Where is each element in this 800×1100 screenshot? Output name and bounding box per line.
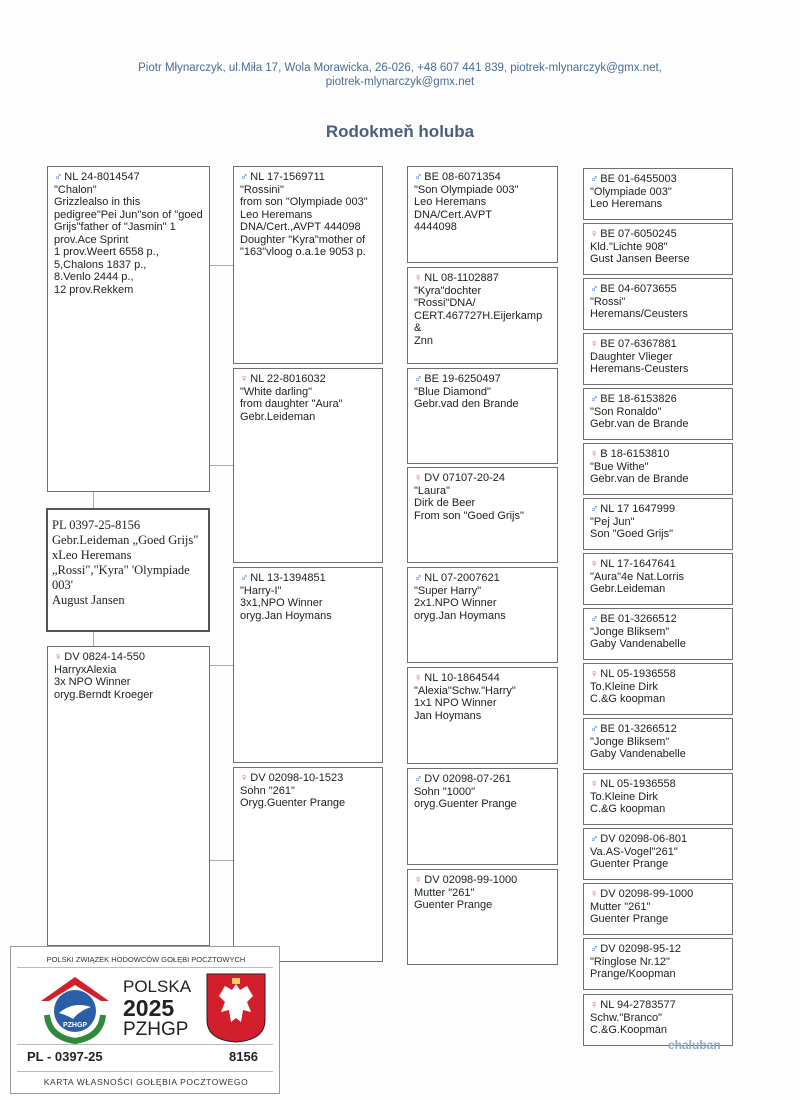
gen3-box — [407, 368, 558, 464]
male-icon: ♂ — [414, 572, 423, 584]
pigeon-ring: DV 02098-95-12 — [600, 943, 681, 955]
male-icon: ♂ — [590, 943, 599, 955]
female-icon: ♀ — [54, 651, 63, 663]
divider — [17, 1071, 273, 1072]
dam-ring: DV 0824-14-550 — [64, 651, 145, 663]
pigeon-details: "Rossini" from son "Olympiade 003" Leo Heremans DNA/Cert.,AVPT 444098 Doughter "Kyra"mother of "163"vloog o.a.1e 9053 p. — [240, 183, 368, 258]
female-icon: ♀ — [590, 558, 599, 570]
gen4-box — [583, 278, 733, 330]
pigeon-details: Daughter Vlieger Heremans-Ceusters — [590, 350, 689, 375]
male-icon: ♂ — [240, 171, 249, 183]
connector — [210, 265, 233, 266]
pigeon-ring: BE 08-6071354 — [424, 171, 501, 183]
header-contact-line: Piotr Młynarczyk, ul.Miła 17, Wola Morawicka, 26-026, +48 607 441 839, piotrek-mlynarczyk@gmx.net, — [138, 62, 662, 74]
pigeon-ring: B 18-6153810 — [600, 448, 670, 460]
pigeon-details: Mutter "261" Guenter Prange — [590, 900, 669, 925]
gen3-box — [407, 869, 558, 965]
male-icon: ♂ — [590, 173, 599, 185]
gen4-box — [583, 773, 733, 825]
pigeon-details: "Ringlose Nr.12" Prange/Koopman — [590, 955, 676, 980]
pigeon-ring: DV 07107-20-24 — [424, 472, 505, 484]
male-icon: ♂ — [590, 503, 599, 515]
gen3-box — [407, 467, 558, 563]
male-icon: ♂ — [54, 171, 63, 183]
pigeon-ring: NL 13-1394851 — [250, 572, 326, 584]
pigeon-details: Kld."Lichte 908" Gust Jansen Beerse — [590, 240, 690, 265]
female-icon: ♀ — [240, 772, 249, 784]
pigeon-details: Va.AS-Vogel"261" Guenter Prange — [590, 845, 678, 870]
gen4-box — [583, 333, 733, 385]
male-icon: ♂ — [590, 833, 599, 845]
female-icon: ♀ — [590, 888, 599, 900]
pigeon-details: "Jonge Bliksem" Gaby Vandenabelle — [590, 735, 686, 760]
logo-lettering: PZHGP — [62, 1022, 88, 1029]
connector — [210, 665, 233, 666]
pigeon-details: "Laura" Dirk de Beer From son "Goed Grijs" — [414, 484, 524, 522]
male-icon: ♂ — [590, 393, 599, 405]
gen4-box — [583, 388, 733, 440]
gen4-box — [583, 553, 733, 605]
pigeon-details: "Kyra"dochter "Rossi"DNA/ CERT.467727H.Eijerkamp & Znn — [414, 284, 543, 347]
pigeon-details: "Pej Jun" Son "Goed Grijs" — [590, 515, 674, 540]
pigeon-details: "Alexia"Schw."Harry" 1x1 NPO Winner Jan Hoymans — [414, 684, 516, 722]
male-icon: ♂ — [414, 373, 423, 385]
pigeon-details: Schw."Branco" C.&G.Koopman — [590, 1011, 668, 1036]
gen3-box — [407, 267, 558, 364]
male-icon: ♂ — [590, 723, 599, 735]
female-icon: ♀ — [414, 672, 423, 684]
gen3-box — [407, 667, 558, 764]
subject-breeder: August Jansen — [52, 593, 125, 607]
gen2-box — [233, 368, 383, 563]
pigeon-ring: NL 22-8016032 — [250, 373, 326, 385]
pigeon-details: "Son Ronaldo" Gebr.van de Brande — [590, 405, 689, 430]
pigeon-ring: DV 02098-07-261 — [424, 773, 512, 785]
pigeon-details: "Son Olympiade 003" Leo Heremans DNA/Cert.AVPT 4444098 — [414, 183, 519, 233]
polish-eagle-emblem-icon — [205, 972, 267, 1044]
dam-details: HarryxAlexia 3x NPO Winner oryg.Berndt Kroeger — [54, 663, 154, 701]
pigeon-ring: NL 05-1936558 — [600, 668, 676, 680]
gen4-box — [583, 498, 733, 550]
female-icon: ♀ — [590, 778, 599, 790]
pigeon-ring: NL 17-1569711 — [250, 171, 325, 183]
pigeon-details: To.Kleine Dirk C.&G koopman — [590, 790, 666, 815]
header-email-line: piotrek-mlynarczyk@gmx.net — [325, 76, 475, 88]
card-org: PZHGP — [123, 1019, 189, 1040]
female-icon: ♀ — [240, 373, 249, 385]
gen3-box — [407, 567, 558, 663]
divider — [17, 967, 273, 968]
male-icon: ♂ — [590, 283, 599, 295]
connector — [210, 465, 233, 466]
connector — [210, 860, 233, 861]
pigeon-ring: DV 02098-99-1000 — [424, 874, 518, 886]
pigeon-details: "Bue Withe" Gebr.van de Brande — [590, 460, 689, 485]
divider — [17, 1044, 273, 1045]
pigeon-ring: DV 02098-10-1523 — [250, 772, 344, 784]
pigeon-ring: NL 94-2783577 — [600, 999, 676, 1011]
pzhgp-logo-icon — [33, 971, 117, 1047]
dam-box — [47, 646, 210, 946]
pigeon-ring: NL 10-1864544 — [424, 672, 500, 684]
watermark-text: ehaluban — [668, 1038, 721, 1052]
female-icon: ♀ — [590, 228, 599, 240]
pigeon-details: "Olympiade 003" Leo Heremans — [590, 185, 672, 210]
pigeon-details: "Harry-I" 3x1,NPO Winner oryg.Jan Hoymans — [240, 584, 332, 622]
gen2-box — [233, 767, 383, 962]
pigeon-ring: DV 02098-06-801 — [600, 833, 688, 845]
pigeon-ring: NL 08-1102887 — [424, 272, 499, 284]
female-icon: ♀ — [590, 338, 599, 350]
gen3-box — [407, 768, 558, 865]
pigeon-ring: BE 07-6050245 — [600, 228, 677, 240]
pigeon-ring: DV 02098-99-1000 — [600, 888, 694, 900]
pigeon-details: Sohn "261" Oryg.Guenter Prange — [240, 784, 346, 809]
sire-ring: NL 24-8014547 — [64, 171, 140, 183]
female-icon: ♀ — [414, 874, 423, 886]
pigeon-details: "Rossi" Heremans/Ceusters — [590, 295, 688, 320]
pigeon-details: "White darling" from daughter "Aura" Gebr.Leideman — [240, 385, 343, 423]
female-icon: ♀ — [590, 668, 599, 680]
pigeon-ring: BE 07-6367881 — [600, 338, 677, 350]
pigeon-ring: NL 05-1936558 — [600, 778, 676, 790]
gen2-box — [233, 166, 383, 364]
card-year: 2025 — [123, 995, 175, 1021]
pigeon-details: "Blue Diamond" Gebr.vad den Brande — [414, 385, 519, 410]
card-ring-number: PL - 0397-25 — [27, 1049, 103, 1064]
pigeon-details: Mutter "261" Guenter Prange — [414, 886, 493, 911]
gen4-box — [583, 883, 733, 935]
pigeon-ring: BE 01-3266512 — [600, 723, 677, 735]
female-icon: ♀ — [590, 448, 599, 460]
male-icon: ♂ — [590, 613, 599, 625]
gen3-box — [407, 166, 558, 263]
card-country: POLSKA — [123, 977, 192, 996]
subject-ring: PL 0397-25-8156 — [52, 518, 141, 532]
gen4-box — [583, 168, 733, 220]
pigeon-ring: NL 17 1647999 — [600, 503, 676, 515]
pigeon-ring: BE 01-6455003 — [600, 173, 677, 185]
pigeon-ring: BE 01-3266512 — [600, 613, 677, 625]
sire-box — [47, 166, 210, 492]
gen4-box — [583, 443, 733, 495]
pigeon-ring: NL 07-2007621 — [424, 572, 500, 584]
sire-details: "Chalon" Grizzlealso in this pedigree"Pei Jun"son of "goed Grijs"father of "Jasmin" 1 prov.Ace Sprint 1 prov.Weert 6558 p., 5,Chalons 1837 p., 8.Venlo 2444 p., 12 prov.Rekkem — [54, 183, 203, 296]
gen4-box — [583, 608, 733, 660]
page-title: Rodokmeň holuba — [325, 122, 475, 141]
pigeon-details: To.Kleine Dirk C.&G koopman — [590, 680, 666, 705]
gen4-box — [583, 828, 733, 880]
subject-pigeon-box — [46, 508, 210, 632]
pigeon-details: "Super Harry" 2x1.NPO Winner oryg.Jan Hoymans — [414, 584, 506, 622]
pigeon-details: "Aura"4e Nat.Lorris Gebr.Leideman — [590, 570, 685, 595]
male-icon: ♂ — [240, 572, 249, 584]
gen4-box — [583, 663, 733, 715]
subject-parents: Gebr.Leideman „Goed Grijs" xLeo Heremans „Rossi","Kyra" 'Olympiade 003' — [52, 533, 199, 592]
card-serial-number: 8156 — [229, 1049, 258, 1064]
pigeon-ring: NL 17-1647641 — [600, 558, 676, 570]
female-icon: ♀ — [590, 999, 599, 1011]
connector — [93, 492, 94, 508]
female-icon: ♀ — [414, 272, 423, 284]
male-icon: ♂ — [414, 171, 423, 183]
pigeon-details: Sohn "1000" oryg.Guenter Prange — [414, 785, 517, 810]
pigeon-ring: BE 04-6073655 — [600, 283, 677, 295]
male-icon: ♂ — [414, 773, 423, 785]
gen4-box — [583, 223, 733, 275]
pigeon-ring: BE 19-6250497 — [424, 373, 501, 385]
ownership-card — [10, 946, 280, 1094]
gen2-box — [233, 567, 383, 763]
card-header: POLSKI ZWIĄZEK HODOWCÓW GOŁĘBI POCZTOWYCH — [46, 955, 246, 964]
pigeon-ring: BE 18-6153826 — [600, 393, 677, 405]
gen4-box — [583, 938, 733, 990]
card-footer: KARTA WŁASNOŚCI GOŁĘBIA POCZTOWEGO — [43, 1077, 249, 1087]
female-icon: ♀ — [414, 472, 423, 484]
pigeon-details: "Jonge Bliksem" Gaby Vandenabelle — [590, 625, 686, 650]
connector — [93, 632, 94, 646]
gen4-box — [583, 718, 733, 770]
